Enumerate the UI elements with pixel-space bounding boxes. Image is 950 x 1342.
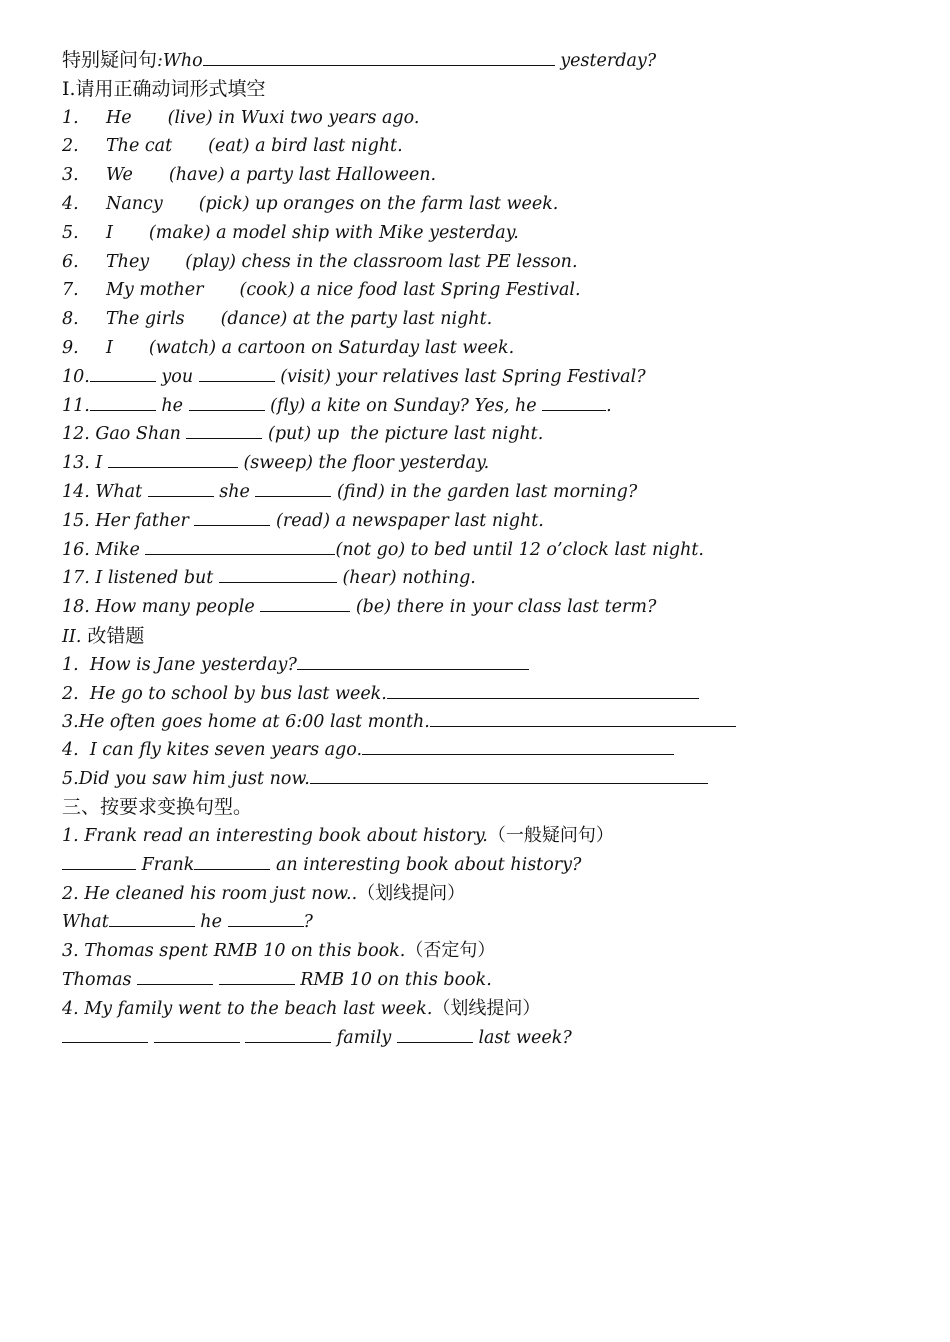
transform-answer: What he ? xyxy=(62,912,313,933)
answer-blank[interactable] xyxy=(189,395,265,411)
exercise-item: 6. They (play) chess in the classroom last PE lesson. xyxy=(62,251,578,272)
answer-blank[interactable] xyxy=(397,1027,473,1043)
answer-blank[interactable] xyxy=(133,165,169,180)
answer-blank[interactable] xyxy=(154,1027,240,1043)
exercise-item: 3.He often goes home at 6:00 last month. xyxy=(62,708,922,736)
answer-blank[interactable] xyxy=(145,539,335,555)
exercise-item: 2. The cat (eat) a bird last night. xyxy=(62,136,403,157)
section-2-title: II. 改错题 xyxy=(62,624,145,647)
answer-blank[interactable] xyxy=(186,423,262,439)
section-1-title: I.请用正确动词形式填空 xyxy=(62,77,266,100)
answer-blank[interactable] xyxy=(310,768,708,784)
transform-question: 2. He cleaned his room just now..（划线提问） xyxy=(62,882,466,904)
transform-answer: Frank an interesting book about history? xyxy=(62,851,922,880)
header-label: 特别疑问句 xyxy=(62,49,158,71)
answer-blank[interactable] xyxy=(297,654,529,670)
section-3-title: 三、按要求变换句型。 xyxy=(62,796,253,819)
answer-blank[interactable] xyxy=(113,338,149,353)
transform-question: 4. My family went to the beach last week.（划线提问） xyxy=(62,997,541,1019)
exercise-item: 3. We (have) a party last Halloween. xyxy=(62,165,437,186)
answer-blank[interactable] xyxy=(194,510,270,526)
exercise-item: 14. What she (find) in the garden last morning? xyxy=(62,481,638,502)
answer-blank[interactable] xyxy=(62,854,136,870)
exercise-item: 11. he (fly) a kite on Sunday? Yes, he . xyxy=(62,395,612,416)
answer-blank[interactable] xyxy=(109,911,195,927)
exercise-item: 5.Did you saw him just now. xyxy=(62,765,922,793)
answer-blank[interactable] xyxy=(149,252,185,267)
exercise-item: 18. How many people (be) there in your class last term? xyxy=(62,597,657,618)
exercise-item: 16. Mike (not go) to bed until 12 o’clock last night. xyxy=(62,539,704,560)
answer-blank[interactable] xyxy=(137,969,213,985)
exercise-item: 9. I (watch) a cartoon on Saturday last week. xyxy=(62,337,515,358)
answer-blank[interactable] xyxy=(542,395,606,411)
answer-blank[interactable] xyxy=(260,596,350,612)
answer-blank[interactable] xyxy=(228,911,304,927)
answer-blank[interactable] xyxy=(219,567,337,583)
answer-blank[interactable] xyxy=(362,739,674,755)
transform-question: 3. Thomas spent RMB 10 on this book.（否定句） xyxy=(62,940,496,962)
answer-blank[interactable] xyxy=(387,683,699,699)
answer-blank[interactable] xyxy=(90,366,156,382)
worksheet xyxy=(62,46,922,1052)
answer-blank[interactable] xyxy=(194,854,270,870)
answer-blank[interactable] xyxy=(132,108,168,123)
answer-blank[interactable] xyxy=(204,280,240,295)
answer-blank[interactable] xyxy=(108,452,238,468)
answer-blank[interactable] xyxy=(113,223,149,238)
answer-blank[interactable] xyxy=(203,50,555,66)
answer-blank[interactable] xyxy=(90,395,156,411)
answer-blank[interactable] xyxy=(172,136,208,151)
exercise-item: 1. He (live) in Wuxi two years ago. xyxy=(62,107,420,128)
answer-blank[interactable] xyxy=(62,1027,148,1043)
answer-blank[interactable] xyxy=(199,366,275,382)
exercise-item: 8. The girls (dance) at the party last night. xyxy=(62,309,493,330)
exercise-item: 12. Gao Shan (put) up the picture last night. xyxy=(62,424,544,445)
transform-question: 1. Frank read an interesting book about history.（一般疑问句） xyxy=(62,824,614,846)
answer-blank[interactable] xyxy=(245,1027,331,1043)
exercise-item: 13. I (sweep) the floor yesterday. xyxy=(62,453,490,474)
answer-blank[interactable] xyxy=(255,481,331,497)
exercise-item: 1. How is Jane yesterday? xyxy=(62,651,922,680)
exercise-item: 15. Her father (read) a newspaper last night. xyxy=(62,510,544,531)
exercise-item: 5. I (make) a model ship with Mike yesterday. xyxy=(62,222,519,243)
answer-blank[interactable] xyxy=(148,481,214,497)
answer-blank[interactable] xyxy=(185,309,221,324)
exercise-item: 4. Nancy (pick) up oranges on the farm last week. xyxy=(62,193,559,214)
exercise-item: 10. you (visit) your relatives last Spring Festival? xyxy=(62,366,646,387)
exercise-item: 2. He go to school by bus last week. xyxy=(62,680,922,709)
exercise-item: 17. I listened but (hear) nothing. xyxy=(62,568,476,589)
answer-blank[interactable] xyxy=(219,969,295,985)
transform-answer: Thomas RMB 10 on this book. xyxy=(62,969,492,990)
header-line: 特别疑问句:Who yesterday? xyxy=(62,49,657,71)
transform-answer: family last week? xyxy=(62,1024,922,1053)
exercise-item: 7. My mother (cook) a nice food last Spring Festival. xyxy=(62,280,581,301)
answer-blank[interactable] xyxy=(163,194,199,209)
answer-blank[interactable] xyxy=(430,711,736,727)
exercise-item: 4. I can fly kites seven years ago. xyxy=(62,736,922,765)
